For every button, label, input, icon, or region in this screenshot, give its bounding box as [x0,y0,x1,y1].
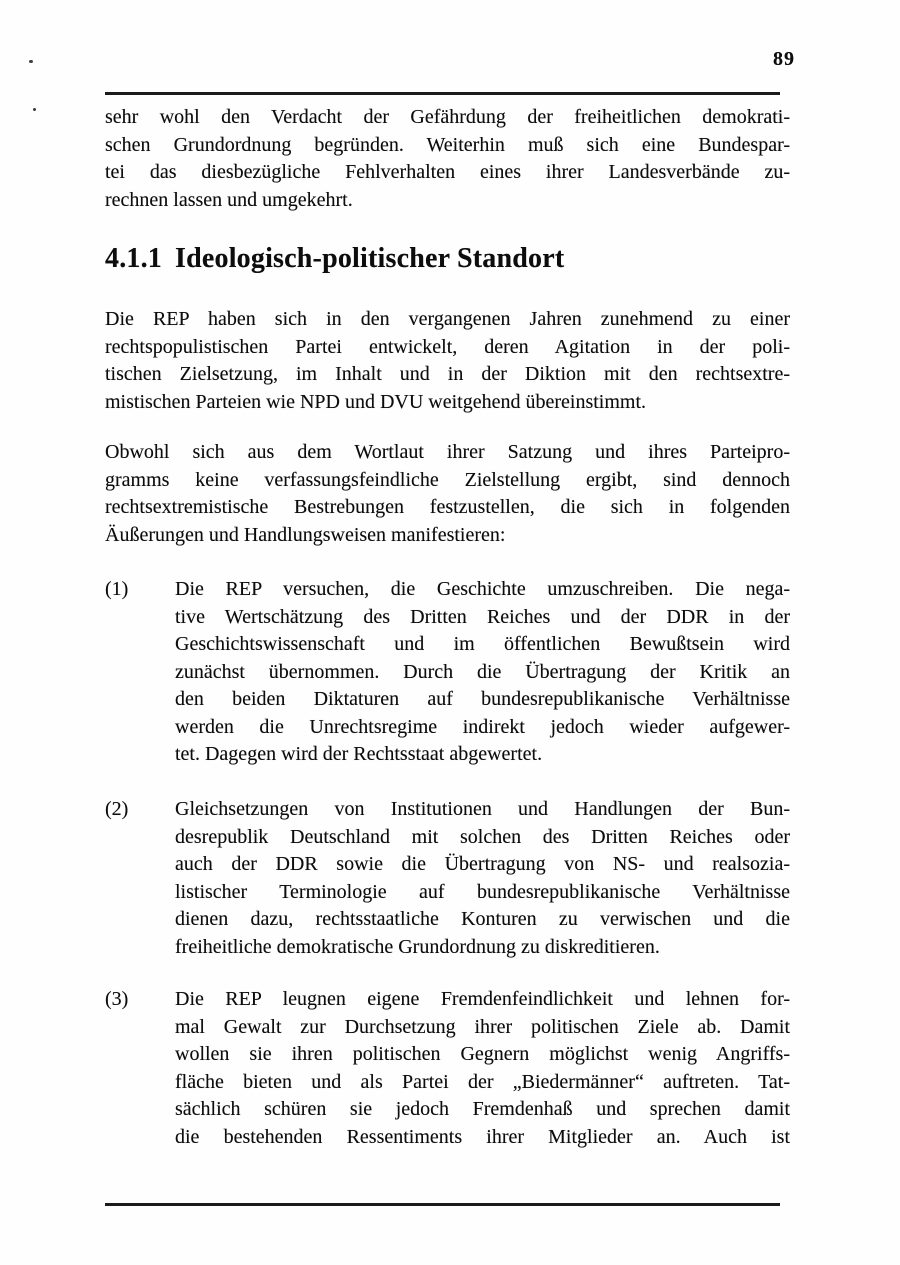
paragraph-obwohl [105,439,790,549]
text-line: dienen dazu, rechtsstaatliche Konturen zu verwischen und die [175,908,790,930]
text-line: sehr wohl den Verdacht der Gefährdung der freiheitlichen demokrati- [105,106,790,128]
text-line: schen Grundordnung begründen. Weiterhin muß sich eine Bundespar- [105,133,790,156]
text-line: tet. Dagegen wird der Rechtsstaat abgewertet. [175,743,543,765]
paragraph-rep [105,306,790,416]
page-number: 89 [773,48,795,70]
text-line: tei das diesbezügliche Fehlverhalten eines ihrer Landesverbände zu- [105,161,790,183]
text-line: die bestehenden Ressentiments ihrer Mitglieder an. Auch ist [175,1125,790,1148]
text-line: zunächst übernommen. Durch die Übertragung der Kritik an [175,660,790,683]
text-line: freiheitliche demokratische Grundordnung zu diskreditieren. [175,935,660,958]
list-item-1-text [175,576,790,769]
section-heading [105,242,790,276]
text-line: rechnen lassen und umgekehrt. [105,188,353,211]
text-line: desrepublik Deutschland mit solchen des Dritten Reiches oder [175,825,790,848]
text-line: auch der DDR sowie die Übertragung von NS- und realsozia- [175,853,790,875]
text-line: Die REP leugnen eigene Fremdenfeindlichkeit und lehnen for- [175,988,790,1010]
footer-rule [105,1203,780,1206]
header-rule [105,92,780,95]
text-line: Äußerungen und Handlungsweisen manifestieren: [105,523,506,546]
list-item-3 [105,986,790,1151]
section-title: Ideologisch-politischer Standort [175,243,565,274]
intro-paragraph [105,104,790,214]
text-line: mal Gewalt zur Durchsetzung ihrer politischen Ziele ab. Damit [175,1015,790,1038]
text-line: den beiden Diktaturen auf bundesrepublikanische Verhältnisse [175,688,790,710]
list-item-2-text [175,796,790,961]
text-line: Gleichsetzungen von Institutionen und Handlungen der Bun- [175,798,790,820]
list-marker-2: (2) [105,798,129,820]
text-line: Geschichtswissenschaft und im öffentlichen Bewußtsein wird [175,633,790,655]
text-line: tive Wertschätzung des Dritten Reiches und der DDR in der [175,605,790,628]
text-line: rechtspopulistischen Partei entwickelt, deren Agitation in der poli- [105,335,790,358]
scan-speckle [29,60,33,63]
list-item-1 [105,576,790,769]
list-item-3-text [175,986,790,1151]
scan-speckle [33,108,36,111]
text-line: rechtsextremistische Bestrebungen festzustellen, die sich in folgenden [105,496,790,518]
text-line: Die REP versuchen, die Geschichte umzuschreiben. Die nega- [175,578,790,600]
text-line: listischer Terminologie auf bundesrepublikanische Verhältnisse [175,880,790,903]
text-line: gramms keine verfassungsfeindliche Zielstellung ergibt, sind dennoch [105,468,790,491]
text-line: Obwohl sich aus dem Wortlaut ihrer Satzung und ihres Parteipro- [105,441,790,463]
list-item-2 [105,796,790,961]
list-marker-1: (1) [105,578,129,600]
text-line: mistischen Parteien wie NPD und DVU weitgehend übereinstimmt. [105,390,647,413]
section-number: 4.1.1 [105,243,162,274]
text-line: wollen sie ihren politischen Gegnern möglichst wenig Angriffs- [175,1043,790,1065]
text-line: Die REP haben sich in den vergangenen Jahren zunehmend zu einer [105,308,790,330]
list-marker-3: (3) [105,988,129,1010]
text-line: sächlich schüren sie jedoch Fremdenhaß und sprechen damit [175,1098,790,1120]
text-line: tischen Zielsetzung, im Inhalt und in der Diktion mit den rechtsextre- [105,363,790,385]
text-line: werden die Unrechtsregime indirekt jedoch wieder aufgewer- [175,715,790,738]
text-line: fläche bieten und als Partei der „Biedermänner“ auftreten. Tat- [175,1070,790,1093]
